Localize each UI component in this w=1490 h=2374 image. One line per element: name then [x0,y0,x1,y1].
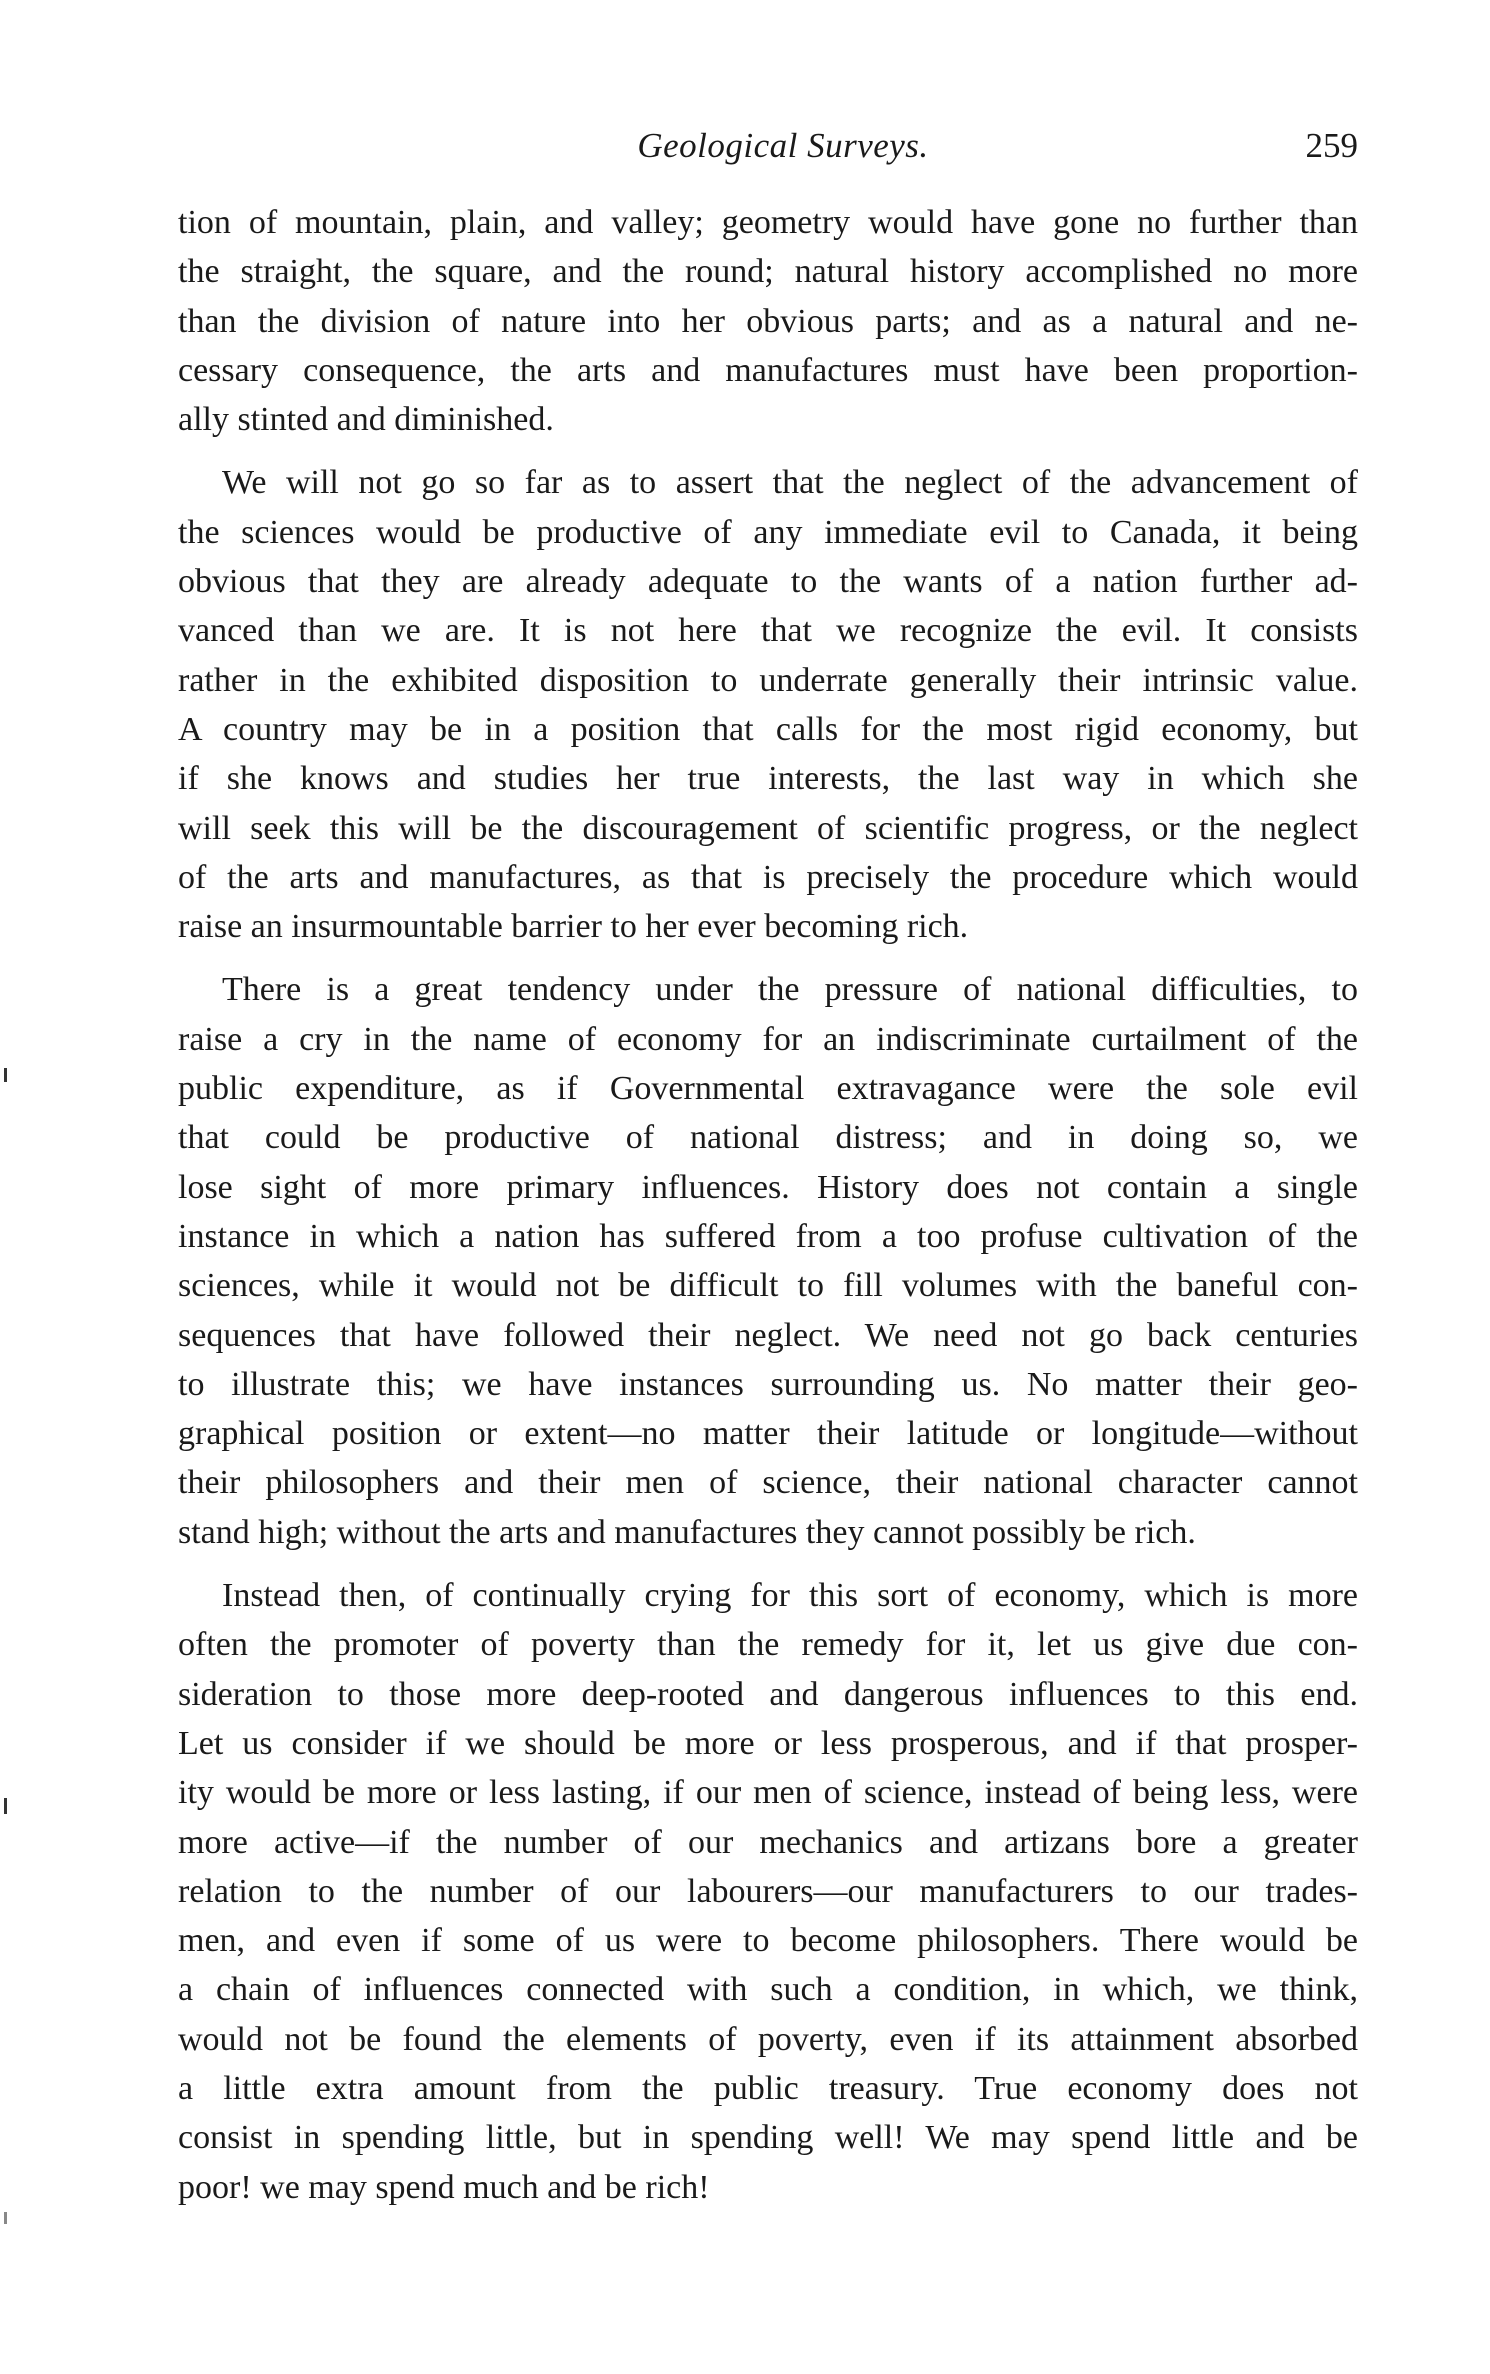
text-line: that could be productive of national distress; and in doing so, we [178,1119,1358,1157]
scan-mark [4,2212,7,2224]
text-line: There is a great tendency under the pressure of national difficulties, to [222,971,1358,1009]
text-line: men, and even if some of us were to become philosophers. There would be [178,1922,1358,1960]
text-line: raise a cry in the name of economy for an indiscriminate curtailment of the [178,1020,1358,1058]
text-line: sequences that have followed their neglect. We need not go back centuries [178,1316,1358,1354]
scan-mark [4,1068,7,1082]
text-line: Let us consider if we should be more or less prosperous, and if that prosper- [178,1724,1358,1762]
text-line: ity would be more or less lasting, if our men of science, instead of being less, were [178,1774,1358,1812]
text-line: lose sight of more primary influences. History does not contain a single [178,1168,1358,1206]
page-number: 259 [1305,126,1358,165]
text-line: the sciences would be productive of any immediate evil to Canada, it being [178,513,1358,551]
text-line: if she knows and studies her true interests, the last way in which she [178,760,1358,798]
text-line: public expenditure, as if Governmental extravagance were the sole evil [178,1070,1358,1108]
text-line: Instead then, of continually crying for this sort of economy, which is more [222,1577,1358,1615]
scan-mark [4,1798,7,1814]
text-line: A country may be in a position that calls for the most rigid economy, but [178,710,1358,748]
running-head [178,126,1358,170]
text-line: to illustrate this; we have instances surrounding us. No matter their geo- [178,1365,1358,1403]
paragraph-gap [178,951,1358,965]
paragraph-2 [178,458,1358,951]
text-line: of the arts and manufactures, as that is precisely the procedure which would [178,858,1358,896]
text-line: their philosophers and their men of science, their national character cannot [178,1464,1358,1502]
paragraph-4 [178,1571,1358,2212]
text-line: sideration to those more deep-rooted and dangerous influences to this end. [178,1675,1358,1713]
text-line: would not be found the elements of poverty, even if its attainment absorbed [178,2020,1358,2058]
text-line: than the division of nature into her obvious parts; and as a natural and ne- [178,302,1358,340]
text-line: rather in the exhibited disposition to underrate generally their intrinsic value. [178,661,1358,699]
text-line: more active—if the number of our mechanics and artizans bore a greater [178,1823,1358,1861]
text-line: poor! we may spend much and be rich! [178,2168,710,2206]
text-line: ally stinted and diminished. [178,401,554,439]
text-line: stand high; without the arts and manufactures they cannot possibly be rich. [178,1513,1196,1551]
text-line: sciences, while it would not be difficult to fill volumes with the baneful con- [178,1267,1358,1305]
paragraph-gap [178,444,1358,458]
text-line: We will not go so far as to assert that the neglect of the advancement of [222,464,1358,502]
text-line: a chain of influences connected with such a condition, in which, we think, [178,1971,1358,2009]
paragraph-3 [178,965,1358,1557]
body-text [178,198,1358,2212]
text-line: will seek this will be the discouragement of scientific progress, or the neglect [178,809,1358,847]
text-line: raise an insurmountable barrier to her ever becoming rich. [178,908,969,946]
text-line: graphical position or extent—no matter their latitude or longitude—without [178,1415,1358,1453]
text-line: tion of mountain, plain, and valley; geometry would have gone no further than [178,204,1358,241]
text-line: a little extra amount from the public treasury. True economy does not [178,2069,1358,2107]
text-line: consist in spending little, but in spending well! We may spend little and be [178,2119,1358,2157]
text-line: often the promoter of poverty than the remedy for it, let us give due con- [178,1626,1358,1664]
text-line: vanced than we are. It is not here that we recognize the evil. It consists [178,612,1358,650]
text-line: the straight, the square, and the round; natural history accomplished no more [178,253,1358,291]
text-line: relation to the number of our labourers—our manufacturers to our trades- [178,1872,1358,1910]
text-line: cessary consequence, the arts and manufactures must have been proportion- [178,351,1358,389]
paragraph-gap [178,1557,1358,1571]
running-title: Geological Surveys. [637,126,929,165]
text-line: instance in which a nation has suffered from a too profuse cultivation of the [178,1217,1358,1255]
paragraph-1 [178,198,1358,444]
text-line: obvious that they are already adequate to the wants of a nation further ad- [178,563,1358,601]
